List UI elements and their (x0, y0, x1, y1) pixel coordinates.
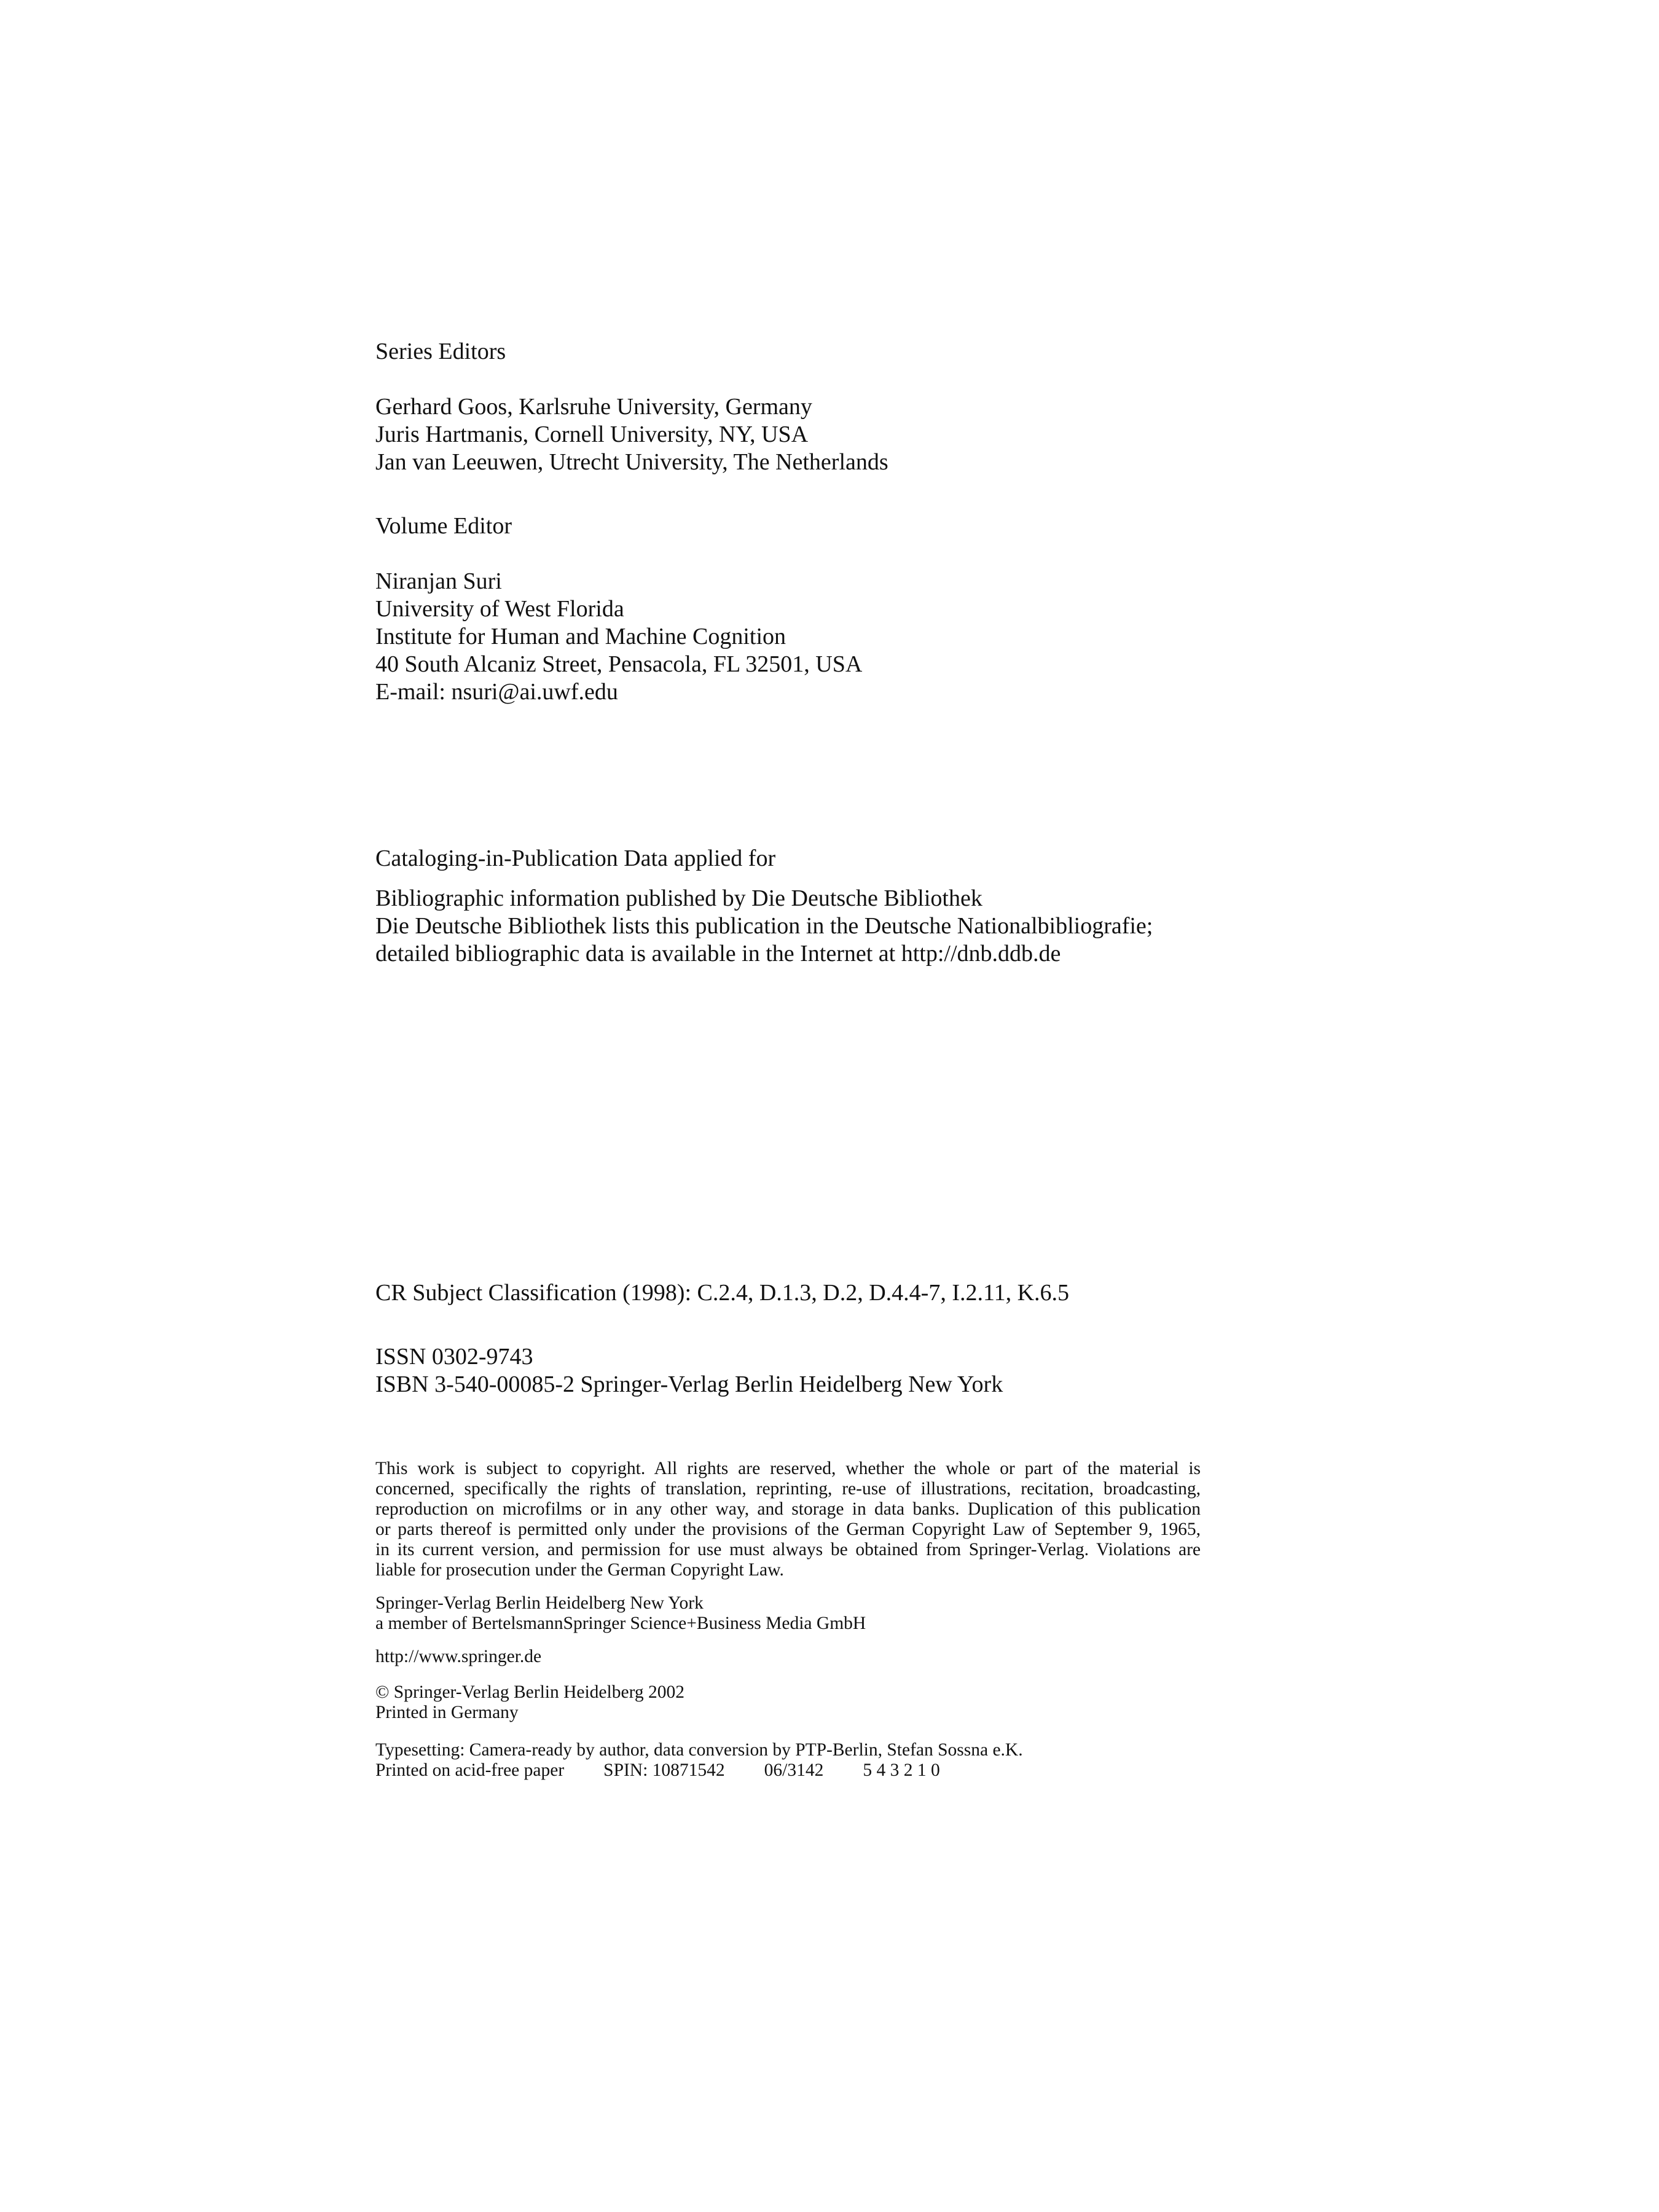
publisher-website: http://www.springer.de (375, 1647, 542, 1666)
copyright-line: © Springer-Verlag Berlin Heidelberg 2002 (375, 1682, 684, 1702)
publisher-membership: a member of BertelsmannSpringer Science+Business Media GmbH (375, 1614, 866, 1633)
cip-bibliographic-info (375, 885, 1153, 968)
print-run: 5 4 3 2 1 0 (863, 1760, 940, 1780)
print-info-line (375, 1760, 1023, 1781)
copyright-notice-line: liable for prosecution under the German Copyright Law. (375, 1560, 784, 1580)
volume-editor-street: 40 South Alcaniz Street, Pensacola, FL 32501, USA (375, 651, 863, 677)
volume-editor-name: Niranjan Suri (375, 568, 502, 594)
volume-editor-address (375, 568, 862, 706)
volume-editor-university: University of West Florida (375, 596, 624, 622)
cip-heading-block (375, 845, 775, 873)
copyright-notice (375, 1459, 1201, 1580)
copyright-notice-line: in its current version, and permission for use must always be obtained from Springer-Verlag. Violations are (375, 1540, 1201, 1559)
spin-number: SPIN: 10871542 (603, 1760, 725, 1780)
isbn: ISBN 3-540-00085-2 Springer-Verlag Berlin Heidelberg New York (375, 1371, 1003, 1397)
volume-editor-heading: Volume Editor (375, 513, 512, 539)
copyright-notice-line: reproduction on microfilms or in any other way, and storage in data banks. Duplication of this publication (375, 1499, 1201, 1519)
series-editors-heading: Series Editors (375, 339, 506, 364)
paper-info: Printed on acid-free paper (375, 1760, 565, 1780)
printed-in: Printed in Germany (375, 1703, 519, 1722)
print-code: 06/3142 (764, 1760, 824, 1780)
series-editors-heading-block (375, 338, 506, 366)
publisher-name: Springer-Verlag Berlin Heidelberg New York (375, 1593, 704, 1613)
copyright-notice-line: concerned, specifically the rights of translation, reprinting, re-use of illustrations, recitation, broadcasting, (375, 1479, 1201, 1499)
website-block (375, 1647, 541, 1667)
series-editor-van-leeuwen: Jan van Leeuwen, Utrecht University, The Netherlands (375, 449, 888, 475)
series-editor-hartmanis: Juris Hartmanis, Cornell University, NY, USA (375, 422, 809, 447)
issn: ISSN 0302-9743 (375, 1344, 533, 1370)
typesetting-block (375, 1740, 1023, 1781)
volume-editor-heading-block (375, 512, 512, 540)
copyright-block (375, 1682, 684, 1723)
volume-editor-email: E-mail: nsuri@ai.uwf.edu (375, 679, 618, 705)
typesetting-info: Typesetting: Camera-ready by author, data conversion by PTP-Berlin, Stefan Sossna e.K. (375, 1740, 1023, 1760)
series-editor-goos: Gerhard Goos, Karlsruhe University, Germany (375, 394, 812, 420)
copyright-notice-line: This work is subject to copyright. All rights are reserved, whether the whole or part of the material is (375, 1459, 1201, 1478)
classification-block (375, 1279, 1069, 1307)
cr-subject-classification: CR Subject Classification (1998): C.2.4, D.1.3, D.2, D.4.4-7, I.2.11, K.6.5 (375, 1280, 1070, 1306)
cip-line-internet: detailed bibliographic data is available in the Internet at http://dnb.ddb.de (375, 941, 1061, 967)
series-editors-list (375, 393, 888, 476)
cip-heading: Cataloging-in-Publication Data applied for (375, 845, 776, 871)
volume-editor-institute: Institute for Human and Machine Cognition (375, 624, 786, 649)
cip-line-published-by: Bibliographic information published by Die Deutsche Bibliothek (375, 885, 982, 911)
issn-isbn-block (375, 1343, 1003, 1398)
cip-line-nationalbibliografie: Die Deutsche Bibliothek lists this publication in the Deutsche Nationalbibliografie; (375, 913, 1153, 939)
copyright-notice-line: or parts thereof is permitted only under the provisions of the German Copyright Law of September 9, 1965, (375, 1520, 1201, 1539)
publisher-block (375, 1593, 866, 1634)
